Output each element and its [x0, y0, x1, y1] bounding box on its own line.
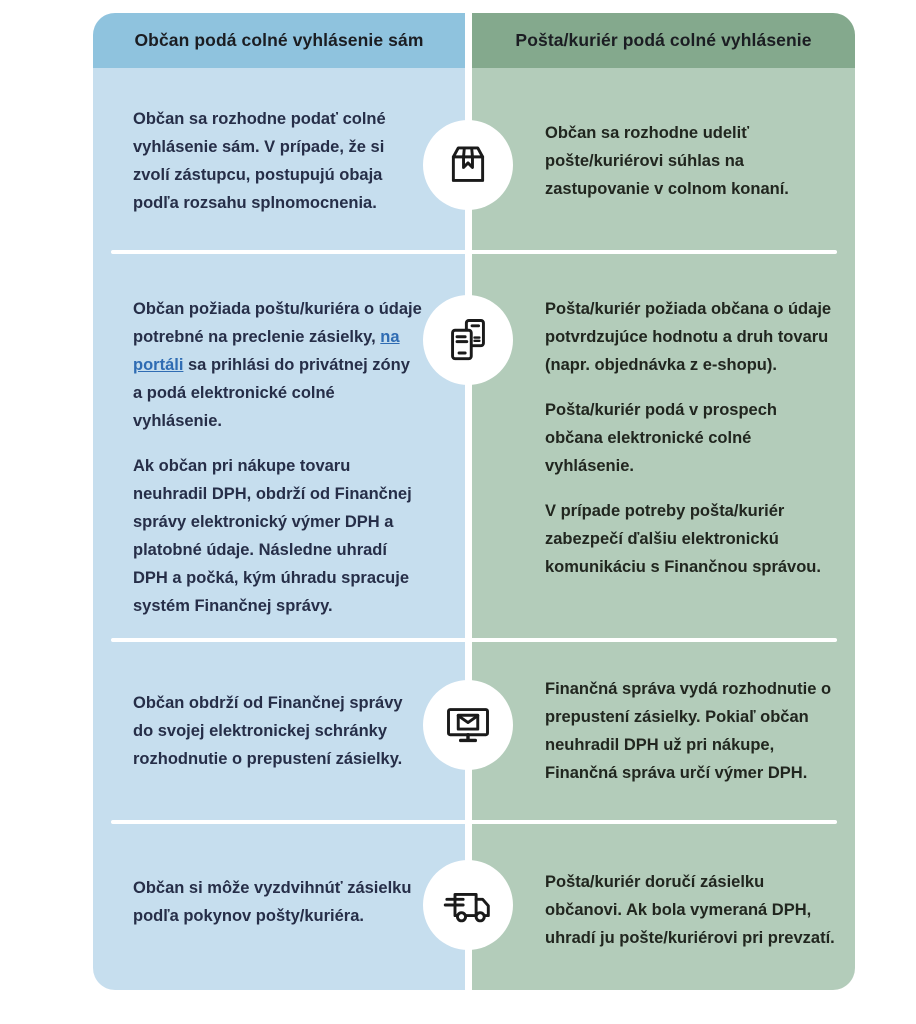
column-header-citizen: Občan podá colné vyhlásenie sám	[93, 13, 465, 68]
paragraph-text: Pošta/kuriér požiada občana o údaje potvrdzujúce hodnotu a druh tovaru (napr. objednávka z e-shopu).	[545, 300, 832, 374]
paragraph-segment: Občan požiada poštu/kuriéra o údaje potrebné na preclenie zásielky,	[133, 300, 422, 346]
paragraph-text: Občan sa rozhodne podať colné vyhlásenie sám. V prípade, že si zvolí zástupcu, postupujú obaja podľa rozsahu splnomocnenia.	[133, 110, 386, 212]
paragraph-text: Pošta/kuriér podá v prospech občana elektronické colné vyhlásenie.	[545, 401, 777, 475]
paragraph-text	[133, 295, 423, 435]
cell-courier-step2	[472, 252, 855, 640]
cell-courier-step1	[472, 68, 855, 252]
cell-courier-step4	[472, 822, 855, 990]
paragraph-text: V prípade potreby pošta/kuriér zabezpečí ďalšiu elektronickú komunikáciu s Finančnou správou.	[545, 502, 821, 576]
paragraph-text: Finančná správa vydá rozhodnutie o prepustení zásielky. Pokiaľ občan neuhradil DPH už pri nákupe, Finančná správa určí výmer DPH.	[545, 680, 832, 782]
row-separator	[111, 638, 837, 642]
row-separator	[111, 250, 837, 254]
delivery-truck-icon	[442, 879, 494, 931]
cell-citizen-step4	[93, 822, 465, 990]
paragraph-text: Občan obdrží od Finančnej správy do svojej elektronickej schránky rozhodnutie o prepustení zásielky.	[133, 694, 403, 768]
column-header-post-courier: Pošta/kuriér podá colné vyhlásenie	[472, 13, 855, 68]
paragraph-text: Občan si môže vyzdvihnúť zásielku podľa pokynov pošty/kuriéra.	[133, 879, 412, 925]
cell-citizen-step2	[93, 252, 465, 640]
cell-citizen-step1	[93, 68, 465, 252]
step-icon-circle	[423, 120, 513, 210]
paragraph-text: Pošta/kuriér doručí zásielku občanovi. Ak bola vymeraná DPH, uhradí ju pošte/kuriérovi pri prevzatí.	[545, 873, 835, 947]
step-icon-circle	[423, 860, 513, 950]
paragraph-text: Občan sa rozhodne udeliť pošte/kuriérovi súhlas na zastupovanie v colnom konaní.	[545, 124, 789, 198]
documents-icon	[442, 314, 494, 366]
paragraph-text: Ak občan pri nákupe tovaru neuhradil DPH, obdrží od Finančnej správy elektronický výmer DPH a platobné údaje. Následne uhradí DPH a počká, kým úhradu spracuje systém Finančnej správy.	[133, 457, 412, 615]
cell-courier-step3	[472, 640, 855, 822]
package-icon	[442, 139, 494, 191]
step-icon-circle	[423, 295, 513, 385]
monitor-mail-icon	[442, 699, 494, 751]
paragraph-segment: sa prihlási do privátnej zóny a podá elektronické colné vyhlásenie.	[133, 356, 410, 430]
step-icon-circle	[423, 680, 513, 770]
row-separator	[111, 820, 837, 824]
cell-citizen-step3	[93, 640, 465, 822]
customs-comparison-infographic	[93, 13, 855, 990]
portal-link[interactable]: na portáli	[133, 328, 400, 374]
